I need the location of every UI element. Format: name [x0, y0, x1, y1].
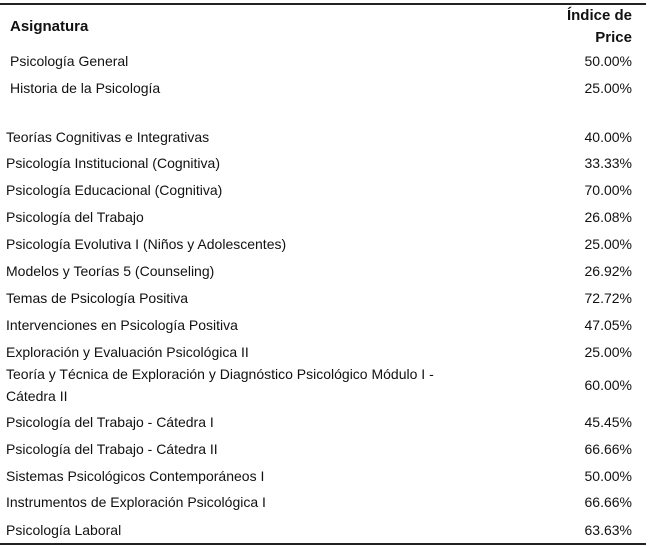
row-name: Psicología Evolutiva I (Niños y Adolescentes) [6, 236, 287, 252]
row-name: Psicología del Trabajo - Cátedra II [6, 441, 218, 457]
row-name: Temas de Psicología Positiva [6, 290, 189, 306]
row-price-index: 70.00% [584, 182, 632, 198]
row-price-index: 25.00% [584, 344, 632, 360]
row-name: Teorías Cognitivas e Integrativas [6, 129, 210, 145]
row-price-index: 47.05% [584, 317, 632, 333]
row-name: Sistemas Psicológicos Contemporáneos I [6, 468, 265, 484]
row-name: Psicología Educacional (Cognitiva) [6, 182, 223, 198]
row-price-index: 40.00% [584, 129, 632, 145]
row-price-index: 25.00% [584, 80, 632, 96]
row-price-index: 50.00% [584, 468, 632, 484]
row-price-index: 26.92% [584, 263, 632, 279]
row-name: Intervenciones en Psicología Positiva [6, 317, 238, 333]
table-top-rule [0, 3, 646, 5]
row-price-index: 60.00% [584, 377, 632, 393]
header-indice-line2: Price [595, 29, 632, 46]
row-price-index: 45.45% [584, 414, 632, 430]
row-price-index: 66.66% [584, 441, 632, 457]
row-name: Instrumentos de Exploración Psicológica I [6, 494, 266, 510]
row-name: Modelos y Teorías 5 (Counseling) [6, 263, 215, 279]
row-price-index: 33.33% [584, 155, 632, 171]
row-name: Psicología del Trabajo - Cátedra I [6, 414, 214, 430]
row-price-index: 25.00% [584, 236, 632, 252]
row-name: Psicología General [10, 53, 129, 69]
row-price-index: 63.63% [584, 522, 632, 538]
row-price-index: 26.08% [584, 209, 632, 225]
row-name: Psicología Laboral [6, 522, 122, 538]
row-name: Exploración y Evaluación Psicológica II [6, 344, 249, 360]
row-name: Psicología del Trabajo [6, 209, 144, 225]
row-name-continued: Cátedra II [6, 388, 68, 404]
table-bottom-rule [0, 543, 646, 545]
header-indice-line1: Índice de [566, 7, 632, 24]
row-price-index: 72.72% [584, 290, 632, 306]
row-name: Historia de la Psicología [10, 80, 161, 96]
header-asignatura: Asignatura [10, 18, 89, 35]
row-name: Teoría y Técnica de Exploración y Diagnóstico Psicológico Módulo I - [6, 366, 434, 382]
row-price-index: 66.66% [584, 494, 632, 510]
row-name: Psicología Institucional (Cognitiva) [6, 155, 220, 171]
row-price-index: 50.00% [584, 53, 632, 69]
